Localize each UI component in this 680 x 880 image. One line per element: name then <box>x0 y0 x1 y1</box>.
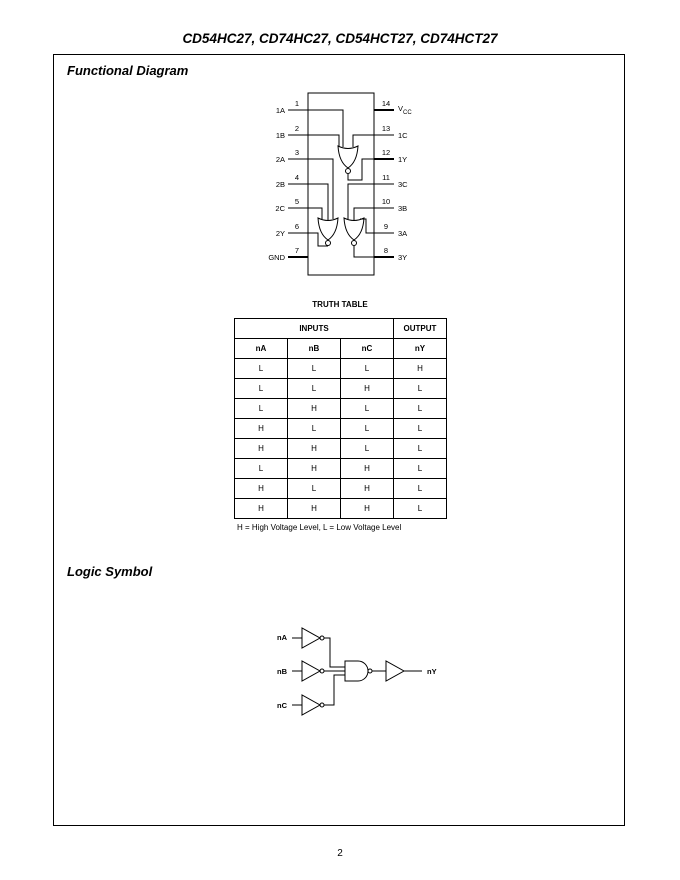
table-cell: L <box>394 439 447 459</box>
inverter-b <box>302 661 320 681</box>
table-cell: L <box>341 359 394 379</box>
truth-table-note: H = High Voltage Level, L = Low Voltage Level <box>237 523 402 532</box>
table-cell: L <box>394 399 447 419</box>
pin-label: 2Y <box>275 229 285 238</box>
nand-gate <box>345 661 368 681</box>
pin-label: 1Y <box>398 155 408 164</box>
document-header: CD54HC27, CD74HC27, CD54HCT27, CD74HCT27 <box>182 31 498 46</box>
pin-label: 1A <box>275 106 285 115</box>
pin-number: 5 <box>294 197 300 206</box>
pin-label: 3C <box>398 180 408 189</box>
table-cell: H <box>341 479 394 499</box>
table-cell: L <box>394 379 447 399</box>
symbol-input-label: nC <box>277 701 287 710</box>
pin-label-vcc: $V_{CC}$ <box>398 104 412 116</box>
symbol-input-label: nB <box>277 667 287 676</box>
logic-symbol-title: Logic Symbol <box>67 564 153 579</box>
pin-label: GND <box>268 253 285 262</box>
table-cell: L <box>288 379 341 399</box>
pin-number: 2 <box>294 124 300 133</box>
table-cell: L <box>341 399 394 419</box>
column-header: nA <box>235 339 288 359</box>
pin-label: 1B <box>275 131 285 140</box>
table-cell: H <box>235 439 288 459</box>
pin-number: 1 <box>294 99 300 108</box>
pin-label: 3B <box>398 204 408 213</box>
table-cell: L <box>394 499 447 519</box>
table-cell: L <box>235 399 288 419</box>
output-buffer <box>386 661 404 681</box>
inverter-c <box>302 695 320 715</box>
table-cell: H <box>235 479 288 499</box>
table-cell: L <box>288 479 341 499</box>
pin-label: 1C <box>398 131 408 140</box>
pin-label: 2C <box>275 204 285 213</box>
page-number: 2 <box>337 848 343 859</box>
table-cell: L <box>341 419 394 439</box>
column-header: nY <box>394 339 447 359</box>
table-cell: H <box>341 499 394 519</box>
column-header: nC <box>341 339 394 359</box>
table-row <box>235 439 447 459</box>
table-cell: H <box>341 459 394 479</box>
pin-label: 2B <box>275 180 285 189</box>
pin-number: 14 <box>381 99 391 108</box>
nor-gate-1 <box>338 146 358 168</box>
table-row <box>235 379 447 399</box>
table-cell: L <box>394 479 447 499</box>
pin-number: 6 <box>294 222 300 231</box>
table-cell: H <box>288 439 341 459</box>
table-row <box>235 419 447 439</box>
table-cell: L <box>235 459 288 479</box>
pin-number: 8 <box>383 246 389 255</box>
table-cell: L <box>288 419 341 439</box>
table-cell: L <box>394 419 447 439</box>
pin-number: 12 <box>381 148 391 157</box>
pin-label: 3Y <box>398 253 408 262</box>
pin-number: 3 <box>294 148 300 157</box>
table-row <box>235 479 447 499</box>
table-cell: H <box>235 419 288 439</box>
truth-table-caption: TRUTH TABLE <box>312 300 368 309</box>
table-cell: L <box>235 359 288 379</box>
pin-label: 2A <box>275 155 285 164</box>
symbol-output-label: nY <box>427 667 437 676</box>
table-row <box>235 459 447 479</box>
pin-label: 3A <box>398 229 408 238</box>
pin-number: 10 <box>381 197 391 206</box>
output-header: OUTPUT <box>394 319 447 339</box>
table-cell: H <box>288 459 341 479</box>
table-row <box>235 499 447 519</box>
pin-number: 9 <box>383 222 389 231</box>
table-cell: L <box>235 379 288 399</box>
table-cell: H <box>341 379 394 399</box>
column-header: nB <box>288 339 341 359</box>
table-cell: H <box>288 399 341 419</box>
logic-symbol <box>292 628 422 715</box>
table-cell: H <box>288 499 341 519</box>
nor-gate-2 <box>318 218 338 240</box>
pin-number: 13 <box>381 124 391 133</box>
table-cell: L <box>394 459 447 479</box>
functional-diagram-title: Functional Diagram <box>67 63 189 78</box>
table-cell: H <box>394 359 447 379</box>
table-cell: L <box>341 439 394 459</box>
table-cell: L <box>288 359 341 379</box>
truth-table <box>234 318 447 519</box>
pin-number: 11 <box>382 173 390 182</box>
pin-number: 4 <box>294 173 300 182</box>
table-row <box>235 399 447 419</box>
pin-number: 7 <box>294 246 300 255</box>
table-cell: H <box>235 499 288 519</box>
symbol-input-label: nA <box>277 633 287 642</box>
inverter-a <box>302 628 320 648</box>
table-row <box>235 359 447 379</box>
inputs-header: INPUTS <box>235 319 394 339</box>
nor-gate-3 <box>344 218 364 240</box>
